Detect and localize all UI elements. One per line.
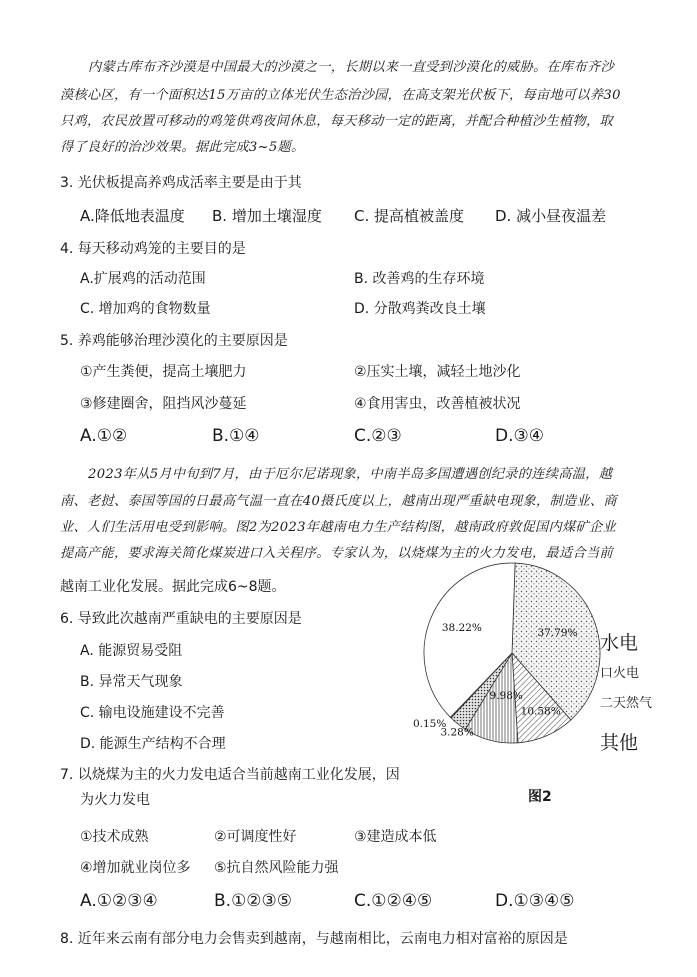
passage2-line-3: 业、人们生活用电受到影响。图2为2023年越南电力生产结构图，越南政府敦促国内煤矿企业 [60,520,616,535]
figure-caption: 图2 [528,789,552,805]
passage2-line-1: 2023年从5月中旬到7月，由于厄尔尼诺现象，中南半岛多国遭遇创纪录的连续高温，越 [88,467,613,482]
pie-data-label: 3.28% [440,726,474,739]
pie-data-label: 38.22% [441,622,482,635]
q5-item-1: ①产生粪便，提高土壤肥力 [80,364,247,380]
passage2-line-2: 南、老挝、泰国等国的日最高气温一直在40摄氏度以上，越南出现严重缺电现象，制造业、商 [60,494,617,509]
q7-stem-line-1: 7. 以烧煤为主的火力发电适合当前越南工业化发展，因 [60,767,400,783]
legend-other: 其他 [600,732,639,754]
passage1-line-2: 漠核心区，有一个面积达15万亩的立体光伏生态治沙园，在高支架光伏板下，每亩地可以养30 [60,88,621,103]
q7-option-a[interactable]: A.①②③④ [80,891,158,911]
q4-stem: 4. 每天移动鸡笼的主要目的是 [60,241,246,257]
q4-option-c[interactable]: C. 增加鸡的食物数量 [80,301,211,317]
q4-option-d[interactable]: D. 分散鸡粪改良土壤 [354,301,486,317]
q3-stem: 3. 光伏板提高养鸡成活率主要是由于其 [60,175,302,191]
q5-option-c[interactable]: C.②③ [354,426,402,446]
pie-data-label: 37.79% [537,627,578,640]
q4-option-b[interactable]: B. 改善鸡的生存环境 [354,271,485,287]
q5-option-d[interactable]: D.③④ [495,426,544,446]
power-structure-pie-chart [412,560,600,750]
legend-thermal: 口火电 [600,666,640,681]
q5-item-2: ②压实土壤，减轻土地沙化 [354,364,521,380]
q5-option-b[interactable]: B.①④ [212,426,260,446]
q8-stem: 8. 近年来云南有部分电力会售卖到越南，与越南相比，云南电力相对富裕的原因是 [60,931,568,947]
q7-option-b[interactable]: B.①②③⑤ [214,891,293,911]
q7-stem-line-2: 为火力发电 [80,792,150,808]
q7-item-1: ①技术成熟 [80,829,149,845]
q6-option-a[interactable]: A. 能源贸易受阻 [80,643,183,659]
legend-hydro: 水电 [600,632,639,654]
pie-slices [424,563,600,743]
pie-data-label: 0.15% [412,717,447,730]
q6-option-d[interactable]: D. 能源生产结构不合理 [80,736,226,752]
q4-option-a[interactable]: A.扩展鸡的活动范围 [80,271,206,287]
q5-item-3: ③修建圈舍，阻挡风沙蔓延 [80,396,247,412]
q5-stem: 5. 养鸡能够治理沙漠化的主要原因是 [60,333,288,349]
q7-item-2: ②可调度性好 [214,829,297,845]
q7-item-3: ③建造成本低 [354,829,437,845]
q5-option-a[interactable]: A.①② [80,426,128,446]
passage1-line-4: 得了良好的治沙效果。据此完成3~5题。 [60,140,305,155]
passage2-last-line: 越南工业化发展。据此完成6~8题。 [60,579,286,595]
passage1-line-3: 只鸡，农民放置可移动的鸡笼供鸡夜间休息，每天移动一定的距离，并配合种植沙生植物，取 [60,114,613,129]
q3-option-b[interactable]: B. 增加土壤湿度 [212,207,322,225]
q3-option-d[interactable]: D. 减小昼夜温差 [495,207,607,225]
q6-option-c[interactable]: C. 输电设施建设不完善 [80,705,225,721]
q7-option-d[interactable]: D.①③④⑤ [495,891,575,911]
q6-option-b[interactable]: B. 异常天气现象 [80,674,183,690]
q5-item-4: ④食用害虫，改善植被状况 [354,396,521,412]
q3-option-a[interactable]: A.降低地表温度 [80,207,185,225]
legend-natural-gas: 二天然气 [600,696,653,711]
q7-item-5: ⑤抗自然风险能力强 [214,860,339,876]
q3-option-c[interactable]: C. 提高植被盖度 [354,207,465,225]
q7-item-4: ④增加就业岗位多 [80,860,191,876]
pie-data-label: 10.58% [520,705,561,718]
pie-data-label: 9.98% [489,690,523,703]
passage2-line-4: 提高产能，要求海关简化煤炭进口入关程序。专家认为，以烧煤为主的火力发电，最适合当前 [60,546,613,561]
q7-option-c[interactable]: C.①②④⑤ [354,891,433,911]
q6-stem: 6. 导致此次越南严重缺电的主要原因是 [60,611,302,627]
passage1-line-1: 内蒙古库布齐沙漠是中国最大的沙漠之一，长期以来一直受到沙漠化的威胁。在库布齐沙 [88,60,615,75]
